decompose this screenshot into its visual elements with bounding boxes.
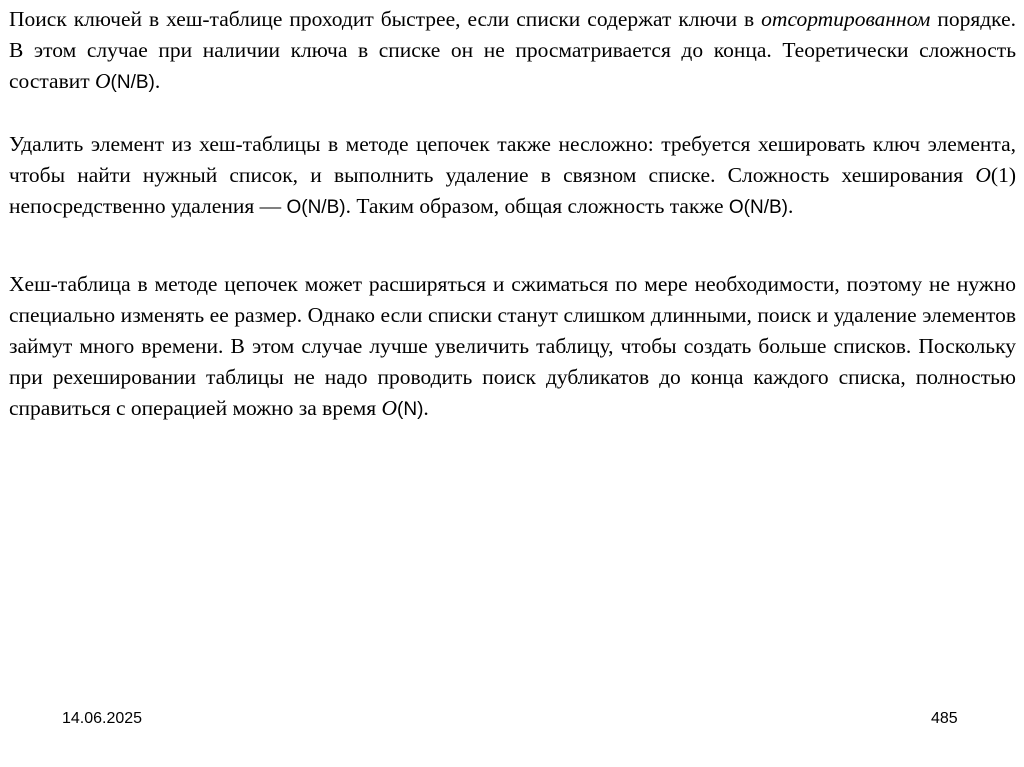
paragraph-sorted-lists bbox=[9, 4, 1016, 98]
paragraph1-text-middle: порядке. В этом случае при наличии ключа в списке он не просматривается до конца. Теоретически сложность составит bbox=[9, 7, 1016, 93]
paragraph1-big-o: O bbox=[95, 69, 111, 93]
page-number: 485 bbox=[931, 710, 958, 727]
paragraph3-complexity: (N) bbox=[397, 399, 424, 420]
paragraph2-delete-complexity: O(N/B) bbox=[286, 197, 346, 218]
paragraph1-end: . bbox=[154, 69, 161, 93]
paragraph2-text-middle: непосредственно удаления — bbox=[9, 194, 287, 218]
footer-date: 14.06.2025 bbox=[62, 710, 143, 727]
paragraph3-text: Хеш-таблица в методе цепочек может расширяться и сжиматься по мере необходимости, поэтому не нужно специально изменять ее размер. Однако если списки станут слишком длинными, поиск и удаление элементов займут много времени. В этом случае лучше увеличить таблицу, чтобы создать больше списков. Поскольку при рехешировании таблицы не надо проводить поиск дубликатов до конца каждого списка, полностью справиться с операцией можно за время bbox=[9, 272, 1016, 420]
paragraph2-big-o: O bbox=[975, 163, 991, 187]
slide-content bbox=[9, 4, 1016, 425]
paragraph-resizing bbox=[9, 269, 1016, 425]
paragraph3-big-o: O bbox=[381, 396, 398, 420]
paragraph1-text-start: Поиск ключей в хеш-таблице проходит быстрее, если списки содержат ключи в bbox=[9, 7, 762, 31]
paragraph2-end: . bbox=[788, 194, 794, 218]
paragraph2-text-after: . Таким образом, общая сложность также bbox=[345, 194, 729, 218]
paragraph1-complexity: (N/B) bbox=[110, 72, 155, 93]
paragraph2-total-complexity: O(N/B) bbox=[728, 197, 788, 218]
paragraph2-text-start: Удалить элемент из хеш-таблицы в методе цепочек также несложно: требуется хешировать ключ элемента, чтобы найти нужный список, и выполнить удаление в связном списке. Сложность хеширования bbox=[9, 132, 1016, 187]
paragraph2-hash-complexity: (1) bbox=[990, 163, 1016, 187]
paragraph-deletion bbox=[9, 129, 1016, 223]
paragraph1-emphasis: отсортированном bbox=[761, 7, 931, 31]
paragraph3-end: . bbox=[423, 396, 429, 420]
